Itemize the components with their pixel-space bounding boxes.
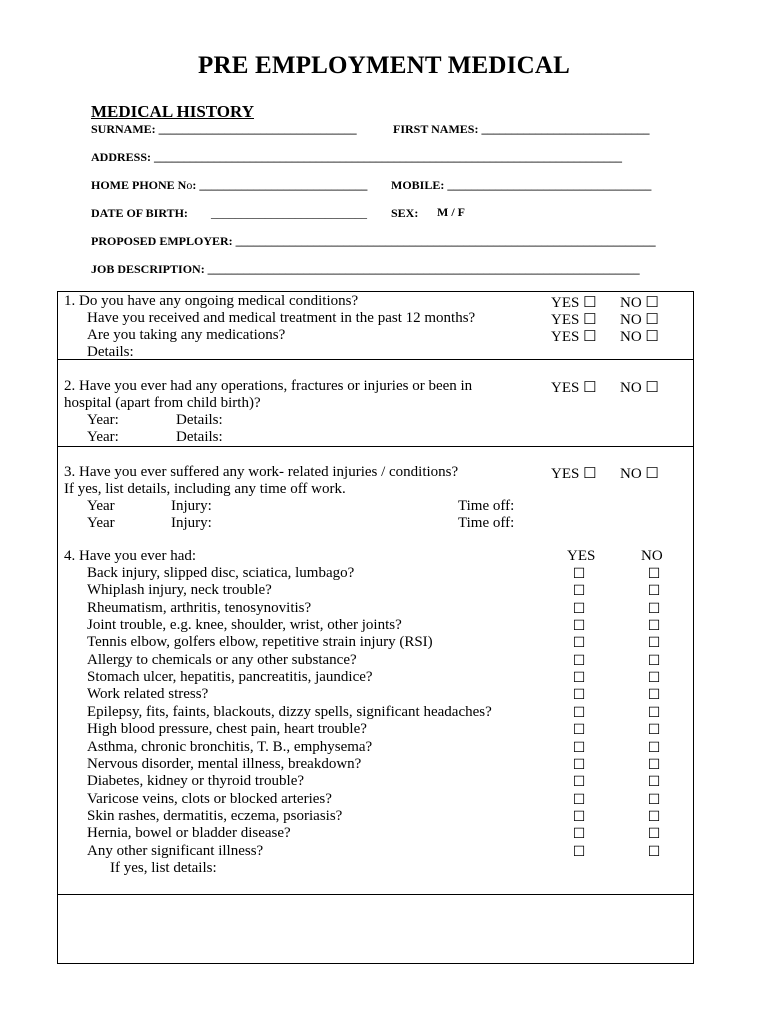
question-1-box [57, 291, 694, 360]
q4-no-checkbox[interactable]: ☐ [647, 688, 661, 704]
q3-time-off-label: Time off: [458, 515, 515, 531]
q1-line2: Have you received and medical treatment in the past 12 months? [87, 310, 476, 326]
mobile-field[interactable]: MOBILE: __________________________________ [391, 178, 652, 192]
q4-condition-label: Stomach ulcer, hepatitis, pancreatitis, jaundice? [87, 669, 373, 686]
q4-no-checkbox[interactable]: ☐ [647, 567, 661, 582]
q4-yes-checkbox[interactable]: ☐ [572, 688, 586, 704]
q4-yes-checkbox[interactable]: ☐ [572, 671, 586, 687]
q4-yes-checkbox[interactable]: ☐ [572, 601, 586, 617]
medical-history-heading: MEDICAL HISTORY [91, 102, 254, 121]
home-phone-label-o: o [186, 178, 193, 192]
q2-year-label: Year: [87, 429, 119, 445]
details-box[interactable] [57, 894, 694, 964]
q4-yes-checkbox[interactable]: ☐ [572, 653, 586, 669]
q4-no-checkbox[interactable]: ☐ [647, 809, 661, 825]
q3-line2: If yes, list details, including any time off work. [64, 481, 346, 497]
job-description-field[interactable]: JOB DESCRIPTION: ________________________________________________________________________ [91, 262, 640, 276]
q2-details-label: Details: [176, 429, 223, 445]
q3-year-label: Year [87, 498, 115, 514]
q4-no-checkbox[interactable]: ☐ [647, 619, 661, 635]
q3-year-label: Year [87, 515, 115, 531]
q4-no-checkbox[interactable]: ☐ [647, 601, 661, 617]
q4-condition-label: Any other significant illness? [87, 842, 264, 859]
q4-no-checkbox[interactable]: ☐ [647, 827, 661, 843]
sex-options[interactable]: M / F [437, 205, 465, 219]
q4-yes-header: YES [567, 548, 596, 564]
q4-yes-checkbox[interactable]: ☐ [572, 844, 586, 860]
q4-condition-label: Work related stress? [87, 686, 209, 703]
q4-no-checkbox[interactable]: ☐ [647, 671, 661, 687]
q4-yes-checkbox[interactable]: ☐ [572, 567, 586, 582]
q4-yes-checkbox[interactable]: ☐ [572, 584, 586, 600]
proposed-employer-field[interactable]: PROPOSED EMPLOYER: ______________________________________________________________________ [91, 234, 656, 248]
q4-no-checkbox[interactable]: ☐ [647, 705, 661, 721]
q1c-yes-checkbox[interactable]: YES ☐ [551, 329, 597, 345]
q2-line2: hospital (apart from child birth)? [64, 395, 261, 411]
q4-yes-checkbox[interactable]: ☐ [572, 723, 586, 739]
q3-time-off-label: Time off: [458, 498, 515, 514]
q1-line3: Are you taking any medications? [87, 327, 286, 343]
q4-no-checkbox[interactable]: ☐ [647, 792, 661, 808]
q4-condition-label: Rheumatism, arthritis, tenosynovitis? [87, 599, 312, 616]
q1b-no-checkbox[interactable]: NO ☐ [620, 312, 659, 328]
q4-condition-label: Allergy to chemicals or any other substance? [87, 651, 357, 668]
q4-condition-label: Hernia, bowel or bladder disease? [87, 825, 291, 842]
q1b-yes-checkbox[interactable]: YES ☐ [551, 312, 597, 328]
q1-line1: 1. Do you have any ongoing medical conditions? [64, 293, 359, 309]
address-field[interactable]: ADDRESS: ______________________________________________________________________________ [91, 150, 623, 164]
q4-condition-label: Epilepsy, fits, faints, blackouts, dizzy spells, significant headaches? [87, 703, 492, 720]
surname-field[interactable]: SURNAME: _________________________________ [91, 122, 357, 136]
home-phone-field[interactable] [91, 178, 367, 193]
q4-condition-label: Varicose veins, clots or blocked arteries? [87, 790, 332, 807]
q4-yes-checkbox[interactable]: ☐ [572, 775, 586, 791]
dob-field[interactable]: __________________________ [211, 206, 367, 220]
q4-yes-checkbox[interactable]: ☐ [572, 792, 586, 808]
q4-no-checkbox[interactable]: ☐ [647, 723, 661, 739]
q4-condition-label: High blood pressure, chest pain, heart trouble? [87, 721, 367, 738]
first-names-field[interactable]: FIRST NAMES: ____________________________ [393, 122, 650, 136]
q4-no-checkbox[interactable]: ☐ [647, 653, 661, 669]
q4-no-checkbox[interactable]: ☐ [647, 740, 661, 756]
q2-no-checkbox[interactable]: NO ☐ [620, 380, 659, 396]
q3-injury-label: Injury: [171, 515, 212, 531]
q4-yes-checkbox[interactable]: ☐ [572, 757, 586, 773]
q4-condition-label: Tennis elbow, golfers elbow, repetitive strain injury (RSI) [87, 634, 433, 651]
q3-injury-label: Injury: [171, 498, 212, 514]
q4-yes-checkbox[interactable]: ☐ [572, 827, 586, 843]
q4-no-checkbox[interactable]: ☐ [647, 757, 661, 773]
page-title: PRE EMPLOYMENT MEDICAL [197, 52, 570, 79]
q2-yes-checkbox[interactable]: YES ☐ [551, 380, 597, 396]
q4-yes-checkbox[interactable]: ☐ [572, 809, 586, 825]
q2-details-label: Details: [176, 412, 223, 428]
q4-yes-checkbox[interactable]: ☐ [572, 740, 586, 756]
q4-condition-label: Nervous disorder, mental illness, breakdown? [87, 755, 362, 772]
q4-condition-label: Skin rashes, dermatitis, eczema, psoriasis? [87, 807, 343, 824]
q2-line1: 2. Have you ever had any operations, fractures or injuries or been in [64, 378, 473, 394]
dob-label: DATE OF BIRTH: [91, 206, 188, 220]
q1-no-checkbox[interactable]: NO ☐ [620, 295, 659, 311]
home-phone-line: : ____________________________ [192, 178, 368, 192]
home-phone-label: HOME PHONE N [91, 178, 187, 192]
q4-condition-label: Back injury, slipped disc, sciatica, lumbago? [87, 565, 355, 581]
q4-yes-checkbox[interactable]: ☐ [572, 619, 586, 635]
q4-heading: 4. Have you ever had: [64, 548, 197, 564]
q3-no-checkbox[interactable]: NO ☐ [620, 466, 659, 482]
q4-condition-label: Joint trouble, e.g. knee, shoulder, wrist, other joints? [87, 617, 402, 634]
q1-yes-checkbox[interactable]: YES ☐ [551, 295, 597, 311]
q4-no-checkbox[interactable]: ☐ [647, 584, 661, 600]
q4-yes-checkbox[interactable]: ☐ [572, 705, 586, 721]
sex-label: SEX: [391, 206, 419, 220]
q4-no-checkbox[interactable]: ☐ [647, 636, 661, 652]
question-3-4-box [57, 446, 694, 895]
q3-yes-checkbox[interactable]: YES ☐ [551, 466, 597, 482]
q4-condition-label: Whiplash injury, neck trouble? [87, 582, 272, 599]
q1c-no-checkbox[interactable]: NO ☐ [620, 329, 659, 345]
q3-line1: 3. Have you ever suffered any work- related injuries / conditions? [64, 464, 459, 480]
question-2-box [57, 359, 694, 447]
q4-condition-label: Asthma, chronic bronchitis, T. B., emphysema? [87, 738, 373, 755]
q4-if-yes-label: If yes, list details: [110, 860, 217, 876]
q4-no-checkbox[interactable]: ☐ [647, 775, 661, 791]
q1-details-label: Details: [87, 344, 134, 360]
q2-year-label: Year: [87, 412, 119, 428]
q4-yes-checkbox[interactable]: ☐ [572, 636, 586, 652]
q4-no-checkbox[interactable]: ☐ [647, 844, 661, 860]
q4-no-header: NO [641, 548, 663, 564]
q4-condition-label: Diabetes, kidney or thyroid trouble? [87, 773, 305, 790]
